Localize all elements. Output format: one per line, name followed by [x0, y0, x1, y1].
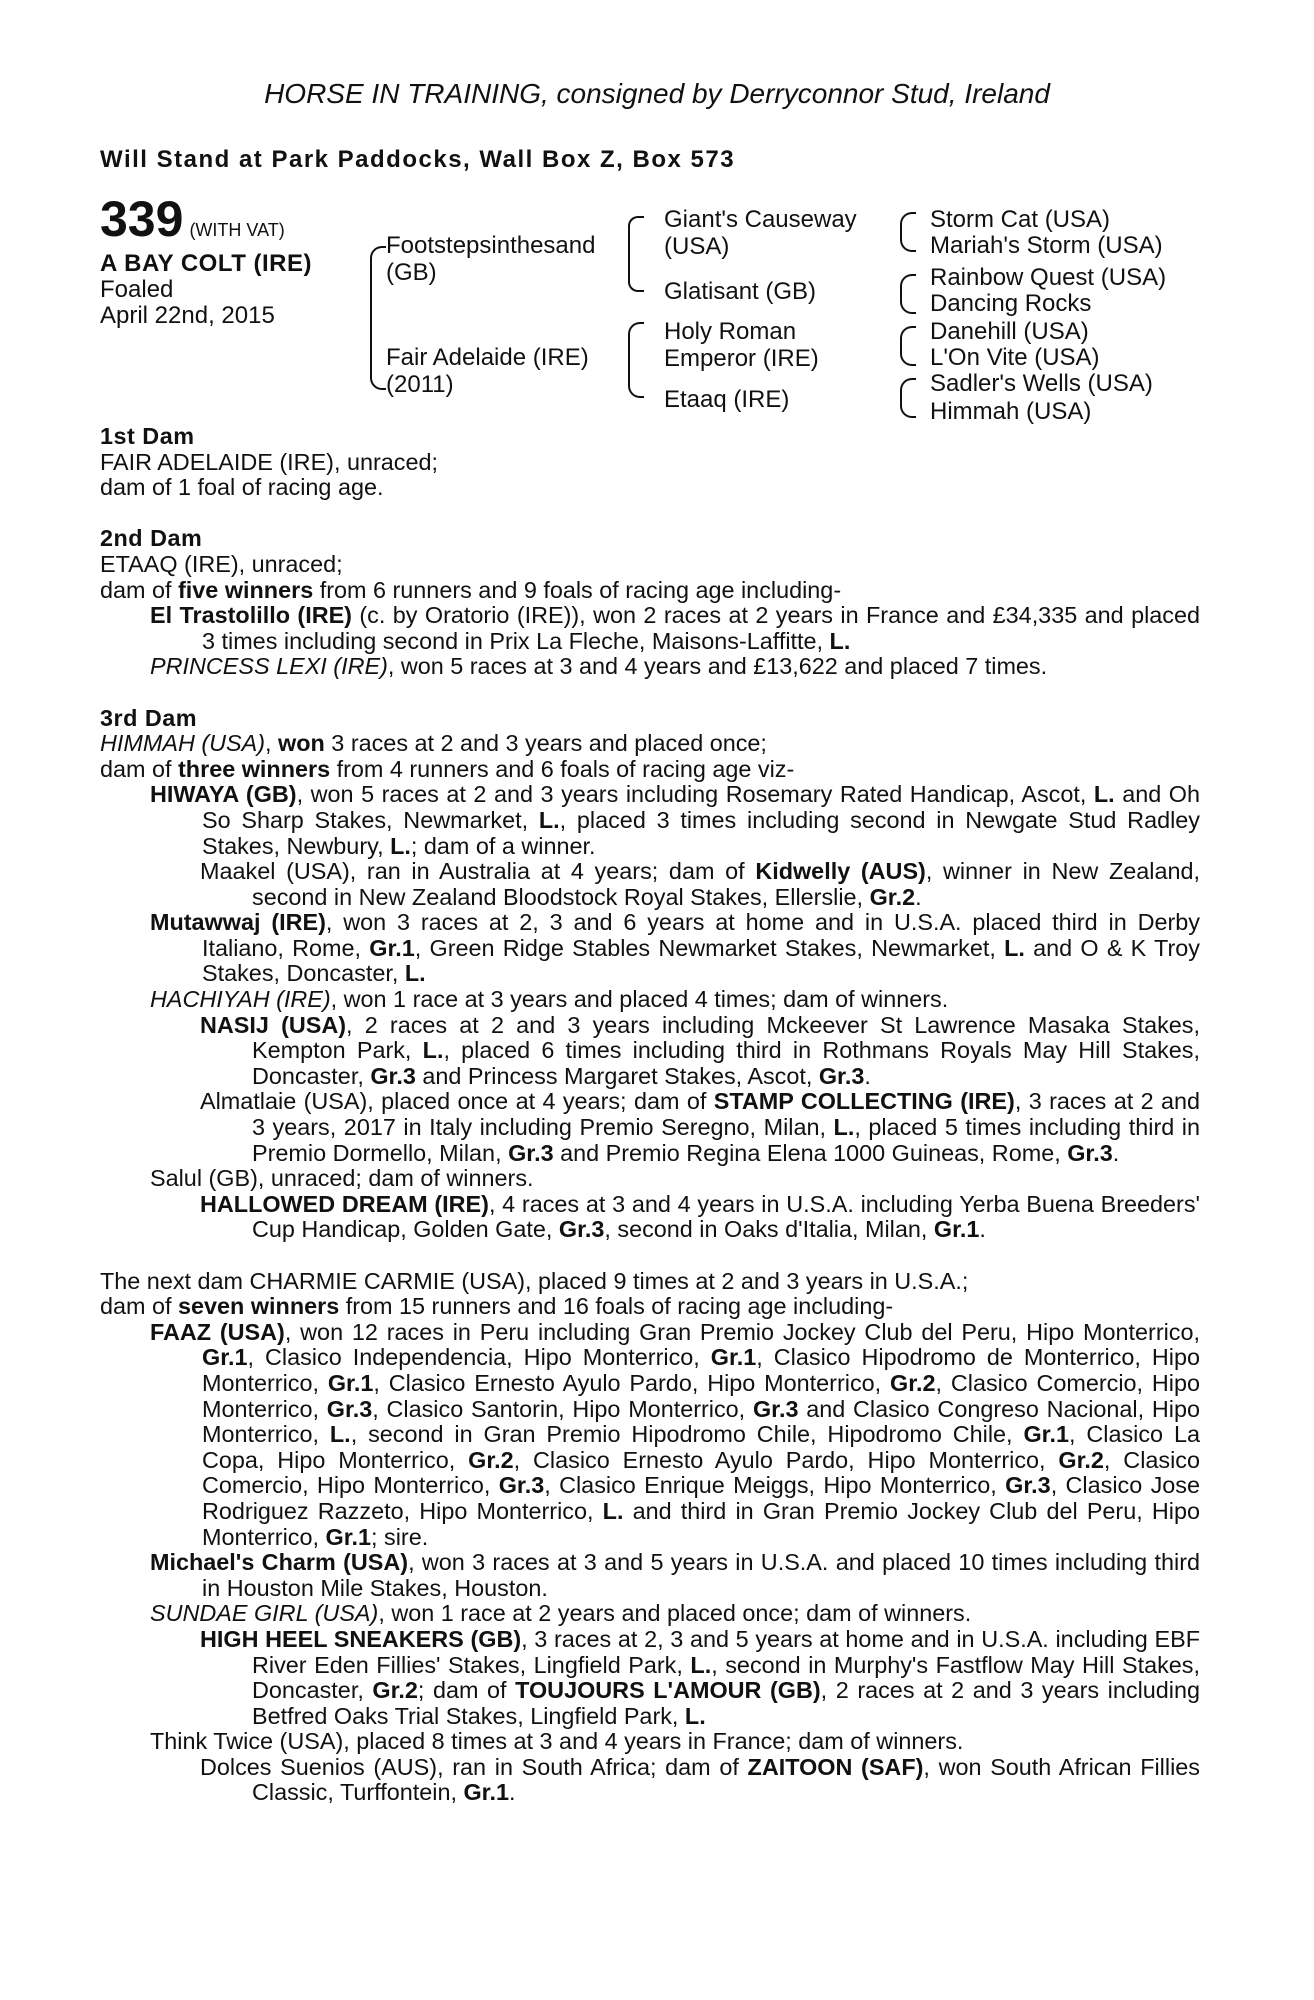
lot-name: A BAY COLT (IRE): [100, 250, 313, 277]
pedigree-g3-8: Himmah (USA): [930, 398, 1092, 425]
pedigree-dam: Fair Adelaide (IRE) (2011): [386, 344, 589, 398]
dam3-almatlaie: Almatlaie (USA), placed once at 4 years; dam of STAMP COLLECTING (IRE), 3 races at 2 and 3 years, 2017 in Italy including Premio Seregno, Milan, L., placed 5 times including third in Premio Dormello, Milan, Gr.3 and Premio Regina Elena 1000 Guineas, Rome, Gr.3.: [200, 1088, 1201, 1166]
dam3-line2: dam of three winners from 4 runners and 6 foals of racing age viz-: [100, 755, 795, 782]
lot-number: 339: [100, 191, 184, 247]
dam2-line1: ETAAQ (IRE), unraced;: [100, 550, 343, 577]
lot-info: [100, 191, 313, 329]
pedigree-bracket: [900, 378, 916, 418]
dam3-heading: 3rd Dam: [100, 704, 198, 731]
dam3-salul: Salul (GB), unraced; dam of winners.: [150, 1165, 534, 1192]
dam2-entry-1: El Trastolillo (IRE) (c. by Oratorio (IRE)), won 2 races at 2 years in France and £34,335 and placed 3 times including second in Prix La Fleche, Maisons-Laffitte, L.: [150, 602, 1200, 654]
dam3-line1: HIMMAH (USA), won 3 races at 2 and 3 years and placed once;: [100, 730, 767, 757]
pedigree-g3-5: Danehill (USA): [930, 318, 1089, 345]
dam1-heading: 1st Dam: [100, 423, 195, 449]
dam1-line2: dam of 1 foal of racing age.: [100, 474, 384, 501]
nextdam-michael: Michael's Charm (USA), won 3 races at 3 and 5 years in U.S.A. and placed 10 times including third in Houston Mile Stakes, Houston.: [150, 1549, 1200, 1601]
dam3-hallowed: HALLOWED DREAM (IRE), 4 races at 3 and 4 years in U.S.A. including Yerba Buena Breeders' Cup Handicap, Golden Gate, Gr.3, second in Oaks d'Italia, Milan, Gr.1.: [200, 1190, 1200, 1243]
dam3-mutawwaj: Mutawwaj (IRE), won 3 races at 2, 3 and 6 years at home and in U.S.A. placed third in Derby Italiano, Rome, Gr.1, Green Ridge Stables Newmarket Stakes, Newmarket, L. and O & K Troy Stakes, Doncaster, L.: [150, 909, 1200, 987]
pedigree-bracket: [628, 322, 644, 398]
nextdam-sundae: SUNDAE GIRL (USA), won 1 race at 2 years and placed once; dam of winners.: [150, 1600, 972, 1627]
pedigree-bracket: [370, 246, 386, 390]
box-location: Will Stand at Park Paddocks, Wall Box Z, Box 573: [100, 146, 736, 173]
pedigree-bracket: [900, 212, 916, 252]
pedigree-sire-dam: Glatisant (GB): [664, 278, 817, 305]
nextdam-dolces: Dolces Suenios (AUS), ran in South Africa; dam of ZAITOON (SAF), won South African Fillies Classic, Turffontein, Gr.1.: [200, 1753, 1200, 1806]
pedigree-g3-1: Storm Cat (USA): [930, 206, 1111, 233]
nextdam-faaz: FAAZ (USA), won 12 races in Peru including Gran Premio Jockey Club del Peru, Hipo Monterrico, Gr.1, Clasico Independencia, Hipo Monterrico, Gr.1, Clasico Hipodromo de Monterrico, Hipo Monterrico, Gr.1, Clasico Ernesto Ayulo Pardo, Hipo Monterrico, Gr.2, Clasico Comercio, Hipo Monterrico, Gr.3, Clasico Santorin, Hipo Monterrico, Gr.3 and Clasico Congreso Nacional, Hipo Monterrico, L., second in Gran Premio Hipodromo Chile, Hipodromo Chile, Gr.1, Clasico La Copa, Hipo Monterrico, Gr.2, Clasico Ernesto Ayulo Pardo, Hipo Monterrico, Gr.2, Clasico Comercio, Hipo Monterrico, Gr.3, Clasico Enrique Meiggs, Hipo Monterrico, Gr.3, Clasico Jose Rodriguez Razzeto, Hipo Monterrico, L. and third in Gran Premio Jockey Club del Peru, Hipo Monterrico, Gr.1; sire.: [150, 1318, 1201, 1550]
nextdam-think: Think Twice (USA), placed 8 times at 3 and 4 years in France; dam of winners.: [150, 1728, 964, 1755]
nextdam-hhs: HIGH HEEL SNEAKERS (GB), 3 races at 2, 3 and 5 years at home and in U.S.A. including EBF River Eden Fillies' Stakes, Lingfield Park, L., second in Murphy's Fastflow May Hill Stakes, Doncaster, Gr.2; dam of TOUJOURS L'AMOUR (GB), 2 races at 2 and 3 years including Betfred Oaks Trial Stakes, Lingfield Park, L.: [200, 1625, 1200, 1729]
pedigree-dam-sire: Holy Roman Emperor (IRE): [664, 318, 819, 372]
pedigree-dam-dam: Etaaq (IRE): [664, 386, 790, 413]
catalogue-body: [100, 424, 1200, 1806]
nextdam-line1: The next dam CHARMIE CARMIE (USA), placed 9 times at 2 and 3 years in U.S.A.;: [100, 1267, 969, 1294]
pedigree-g3-6: L'On Vite (USA): [930, 344, 1100, 371]
pedigree-g3-3: Rainbow Quest (USA): [930, 264, 1167, 291]
pedigree-bracket: [628, 216, 644, 292]
pedigree-sire-sire: Giant's Causeway (USA): [664, 206, 857, 260]
dam2-entry-2: PRINCESS LEXI (IRE), won 5 races at 3 and 4 years and £13,622 and placed 7 times.: [150, 653, 1048, 680]
pedigree-g3-2: Mariah's Storm (USA): [930, 232, 1163, 259]
foaled-date: April 22nd, 2015: [100, 302, 275, 329]
dam3-hiwaya: HIWAYA (GB), won 5 races at 2 and 3 years including Rosemary Rated Handicap, Ascot, L. and Oh So Sharp Stakes, Newmarket, L., placed 3 times including second in Newgate Stud Radley Stakes, Newbury, L.; dam of a winner.: [150, 781, 1200, 859]
dam3-maakel: Maakel (USA), ran in Australia at 4 years; dam of Kidwelly (AUS), winner in New Zealand, second in New Zealand Bloodstock Royal Stakes, Ellerslie, Gr.2.: [200, 858, 1200, 910]
dam2-line2: dam of five winners from 6 runners and 9 foals of racing age including-: [100, 576, 842, 603]
dam1-line1: FAIR ADELAIDE (IRE), unraced;: [100, 448, 438, 475]
foaled-label: Foaled: [100, 276, 174, 303]
vat-note: (WITH VAT): [189, 220, 285, 240]
dam3-nasij: NASIJ (USA), 2 races at 2 and 3 years including Mckeever St Lawrence Masaka Stakes, Kempton Park, L., placed 6 times including third in Rothmans Royals May Hill Stakes, Doncaster, Gr.3 and Princess Margaret Stakes, Ascot, Gr.3.: [200, 1011, 1200, 1089]
pedigree-bracket: [900, 326, 916, 366]
nextdam-line2: dam of seven winners from 15 runners and 16 foals of racing age including-: [100, 1293, 894, 1320]
pedigree-g3-7: Sadler's Wells (USA): [930, 370, 1153, 397]
dam2-heading: 2nd Dam: [100, 525, 203, 552]
pedigree-g3-4: Dancing Rocks: [930, 290, 1092, 317]
pedigree-bracket: [900, 274, 916, 314]
pedigree-sire: Footstepsinthesand (GB): [386, 232, 596, 286]
dam3-hachiyah: HACHIYAH (IRE), won 1 race at 3 years and placed 4 times; dam of winners.: [150, 986, 949, 1013]
page-title: HORSE IN TRAINING, consigned by Derryconnor Stud, Ireland: [264, 78, 1050, 109]
